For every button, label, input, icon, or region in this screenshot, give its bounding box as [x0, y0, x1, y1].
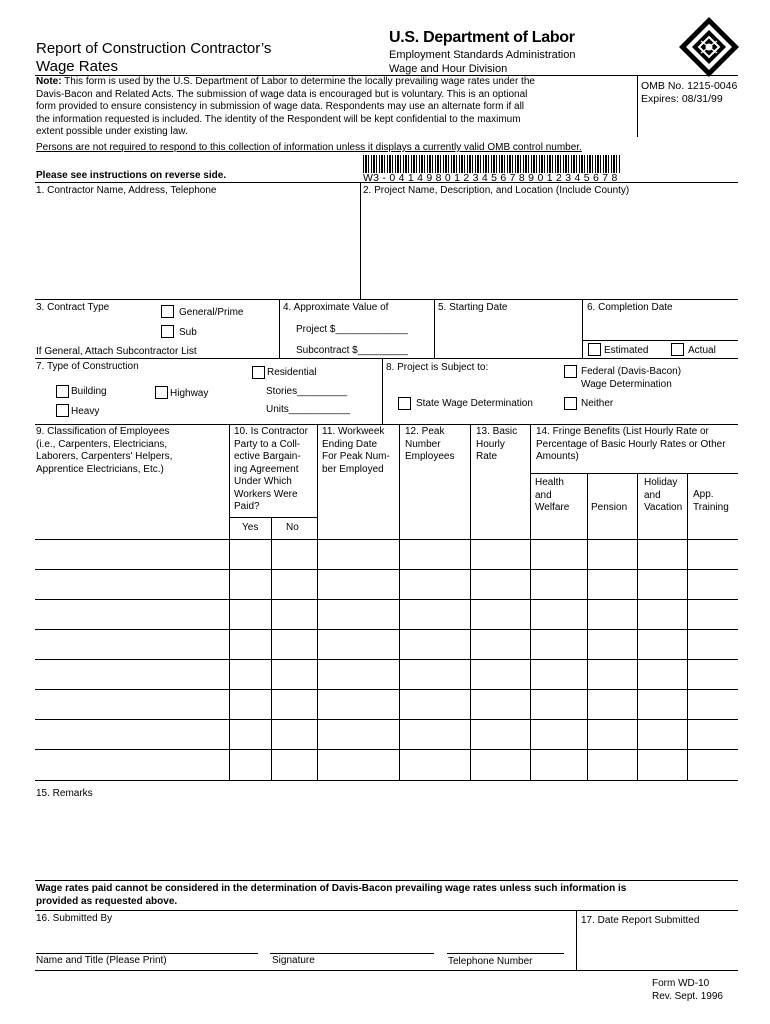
table-cell-divider — [399, 540, 400, 569]
holiday-vacation-header: Holiday and Vacation — [644, 477, 683, 513]
table-cell-divider — [470, 660, 471, 689]
table-cell-divider — [399, 660, 400, 689]
col10-no-header: No — [286, 522, 299, 533]
table-cell-divider — [317, 540, 318, 569]
warning-text: Wage rates paid cannot be considered in the determination of Davis-Bacon prevailing wage rates unless such information is provided as requested above. — [36, 883, 627, 907]
form-id: Form WD-10 — [652, 978, 710, 989]
table-cell-divider — [229, 660, 230, 689]
table-cell-divider — [271, 630, 272, 659]
table-row[interactable] — [35, 569, 738, 599]
table-cell-divider — [530, 540, 531, 569]
col12-header: 12. Peak Number Employees — [405, 426, 455, 462]
estimated-label: Estimated — [604, 345, 649, 356]
field-17-label: 17. Date Report Submitted — [581, 915, 700, 926]
barcode — [363, 155, 621, 173]
table-cell-divider — [530, 570, 531, 599]
divider-16-17 — [576, 910, 577, 970]
rule-340 — [582, 340, 738, 341]
barcode-text: W3 - 0 4 1 4 9 8 0 1 2 3 4 5 6 7 8 9 0 1 2 3 4 5 6 7 8 — [363, 172, 618, 184]
instructions-note: Please see instructions on reverse side. — [36, 170, 227, 181]
sub-checkbox[interactable] — [161, 325, 174, 338]
table-cell-divider — [470, 540, 471, 569]
signature-label: Signature — [272, 955, 315, 966]
sub-label: Sub — [179, 327, 197, 338]
name-title-label: Name and Title (Please Print) — [36, 955, 167, 966]
table-cell-divider — [637, 690, 638, 719]
rule-424 — [35, 424, 738, 425]
name-title-line[interactable] — [36, 953, 258, 954]
telephone-line[interactable] — [447, 953, 564, 954]
table-cell-divider — [687, 690, 688, 719]
section-rule-top — [35, 182, 738, 183]
table-cell-divider — [271, 690, 272, 719]
field-16-label: 16. Submitted By — [36, 913, 113, 924]
units-field[interactable]: Units___________ — [266, 404, 350, 415]
division-name: Wage and Hour Division — [389, 63, 508, 75]
table-cell-divider — [229, 690, 230, 719]
table-cell-divider — [317, 630, 318, 659]
table-cell-divider — [271, 600, 272, 629]
remarks-label: 15. Remarks — [36, 788, 93, 799]
table-cell-divider — [470, 690, 471, 719]
col9-header: 9. Classification of Employees (i.e., Carpenters, Electricians, Laborers, Carpenters' Helpers, Apprentice Electricians, Etc.) — [36, 426, 173, 475]
table-cell-divider — [399, 570, 400, 599]
table-cell-divider — [687, 570, 688, 599]
starting-date-area[interactable] — [438, 316, 578, 356]
field-2-label: 2. Project Name, Description, and Location (Include County) — [363, 185, 630, 196]
col14-header: 14. Fringe Benefits (List Hourly Rate or Percentage of Basic Hourly Rates or Other Amounts) — [536, 426, 726, 462]
stories-field[interactable]: Stories_________ — [266, 386, 348, 397]
table-cell-divider — [229, 750, 230, 779]
table-cell-divider — [530, 750, 531, 779]
table-row[interactable] — [35, 749, 738, 779]
residential-label: Residential — [267, 367, 317, 378]
col10-sub-rule — [229, 517, 317, 518]
table-cell-divider — [637, 630, 638, 659]
table-cell-divider — [587, 570, 588, 599]
field-7-label: 7. Type of Construction — [36, 361, 139, 372]
telephone-label: Telephone Number — [448, 956, 533, 967]
table-row[interactable] — [35, 629, 738, 659]
general-prime-label: General/Prime — [179, 307, 244, 318]
table-cell-divider — [687, 600, 688, 629]
note-text: Note: This form is used by the U.S. Department of Labor to determine the locally prevailing wage rates under the Davis-Bacon and Related Acts. The submission of wage data is encouraged but is voluntary. This is an optional form provided to ensure consistency in submission of wage data. Respondents may use an alternate form if all the information requested is included. The identity of the Respondent will be kept confidential to the maximum extent possible under existing law. — [36, 76, 535, 137]
training-header: App. Training — [693, 489, 729, 513]
estimated-checkbox[interactable] — [588, 343, 601, 356]
table-cell-divider — [687, 750, 688, 779]
table-cell-divider — [587, 690, 588, 719]
field-4-label: 4. Approximate Value of — [283, 302, 389, 313]
table-cell-divider — [271, 540, 272, 569]
col10-header: 10. Is Contractor Party to a Coll- ective Bargain- ing Agreement Under Which Workers Were Paid? — [234, 426, 308, 512]
table-cell-divider — [317, 690, 318, 719]
table-cell-divider — [470, 600, 471, 629]
table-cell-divider — [530, 600, 531, 629]
pension-header: Pension — [591, 502, 628, 513]
table-cell-divider — [637, 720, 638, 749]
omb-expires: Expires: 08/31/99 — [641, 93, 723, 105]
table-cell-divider — [399, 690, 400, 719]
rule-880 — [35, 880, 738, 881]
table-cell-divider — [637, 600, 638, 629]
field-6-label: 6. Completion Date — [587, 302, 673, 313]
table-cell-divider — [587, 750, 588, 779]
table-cell-divider — [271, 570, 272, 599]
table-cell-divider — [530, 720, 531, 749]
project-info-area[interactable] — [363, 198, 735, 298]
date-submitted-area[interactable] — [580, 930, 736, 968]
table-cell-divider — [229, 720, 230, 749]
state-label: State Wage Determination — [416, 398, 533, 409]
table-row[interactable] — [35, 689, 738, 719]
contractor-info-area[interactable] — [36, 198, 358, 298]
table-cell-divider — [587, 660, 588, 689]
table-bottom-rule — [35, 780, 738, 781]
table-cell-divider — [530, 660, 531, 689]
table-cell-divider — [587, 600, 588, 629]
table-cell-divider — [687, 660, 688, 689]
rule-299 — [35, 299, 738, 300]
table-cell-divider — [687, 540, 688, 569]
table-cell-divider — [637, 750, 638, 779]
table-cell-divider — [399, 630, 400, 659]
highway-checkbox[interactable] — [155, 386, 168, 399]
table-row[interactable] — [35, 719, 738, 749]
omb-notice: Persons are not required to respond to this collection of information unless it displays a currently valid OMB control number. — [36, 142, 582, 153]
neither-label: Neither — [581, 398, 614, 409]
table-cell-divider — [470, 720, 471, 749]
table-cell-divider — [317, 570, 318, 599]
administration-name: Employment Standards Administration — [389, 49, 576, 61]
divider-3-4 — [279, 299, 280, 358]
omb-number: OMB No. 1215-0046 — [641, 80, 738, 92]
rule-358 — [35, 358, 738, 359]
table-cell-divider — [530, 630, 531, 659]
table-cell-divider — [470, 630, 471, 659]
table-row[interactable] — [35, 539, 738, 569]
table-cell-divider — [229, 600, 230, 629]
building-checkbox[interactable] — [56, 385, 69, 398]
table-cell-divider — [687, 630, 688, 659]
table-cell-divider — [271, 660, 272, 689]
omb-box-top — [637, 75, 738, 76]
divider-7-8 — [382, 358, 383, 424]
heavy-label: Heavy — [71, 406, 100, 417]
table-cell-divider — [470, 750, 471, 779]
omb-box-divider — [637, 75, 638, 137]
table-cell-divider — [271, 720, 272, 749]
signature-line[interactable] — [270, 953, 434, 954]
field-3-label: 3. Contract Type — [36, 302, 110, 313]
table-cell-divider — [637, 660, 638, 689]
table-cell-divider — [399, 600, 400, 629]
divider-5-6 — [582, 299, 583, 358]
subcontract-value-field[interactable]: Subcontract $_________ — [296, 345, 408, 356]
field-5-label: 5. Starting Date — [438, 302, 508, 313]
table-cell-divider — [317, 720, 318, 749]
table-cell-divider — [271, 750, 272, 779]
field-8-label: 8. Project is Subject to: — [386, 362, 489, 373]
table-cell-divider — [229, 630, 230, 659]
table-cell-divider — [470, 570, 471, 599]
state-checkbox[interactable] — [398, 397, 411, 410]
col13-header: 13. Basic Hourly Rate — [476, 426, 518, 462]
neither-checkbox[interactable] — [564, 397, 577, 410]
divider-1-2 — [360, 182, 361, 299]
table-cell-divider — [317, 750, 318, 779]
table-cell-divider — [587, 630, 588, 659]
rule-910 — [35, 910, 738, 911]
table-row[interactable] — [35, 599, 738, 629]
form-title-line2: Wage Rates — [36, 58, 118, 75]
table-cell-divider — [587, 720, 588, 749]
completion-date-area[interactable] — [587, 316, 735, 340]
rule-970 — [35, 970, 738, 971]
form-revision: Rev. Sept. 1996 — [652, 991, 723, 1002]
table-cell-divider — [229, 570, 230, 599]
actual-label: Actual — [688, 345, 716, 356]
actual-checkbox[interactable] — [671, 343, 684, 356]
table-cell-divider — [637, 570, 638, 599]
field-1-label: 1. Contractor Name, Address, Telephone — [36, 185, 217, 196]
col10-yes-header: Yes — [242, 522, 259, 533]
remarks-area[interactable] — [36, 802, 736, 878]
table-cell-divider — [587, 540, 588, 569]
building-label: Building — [71, 386, 107, 397]
form-title-line1: Report of Construction Contractor’s — [36, 40, 272, 57]
table-cell-divider — [399, 720, 400, 749]
table-cell-divider — [317, 600, 318, 629]
residential-checkbox[interactable] — [252, 366, 265, 379]
table-cell-divider — [317, 660, 318, 689]
dol-seal-icon — [676, 14, 742, 80]
table-row[interactable] — [35, 659, 738, 689]
health-welfare-header: Health and Welfare — [535, 477, 570, 513]
table-cell-divider — [687, 720, 688, 749]
table-cell-divider — [229, 540, 230, 569]
project-value-field[interactable]: Project $_____________ — [296, 324, 408, 335]
col14-sub-rule — [530, 473, 738, 474]
col11-header: 11. Workweek Ending Date For Peak Num- ber Employed — [322, 426, 390, 475]
federal-checkbox[interactable] — [564, 365, 577, 378]
if-general-note: If General, Attach Subcontractor List — [36, 346, 197, 357]
table-cell-divider — [637, 540, 638, 569]
federal-label: Federal (Davis-Bacon) Wage Determination — [581, 366, 682, 390]
heavy-checkbox[interactable] — [56, 404, 69, 417]
table-cell-divider — [530, 690, 531, 719]
divider-4-5 — [434, 299, 435, 358]
general-prime-checkbox[interactable] — [161, 305, 174, 318]
table-cell-divider — [399, 750, 400, 779]
highway-label: Highway — [170, 388, 209, 399]
department-name: U.S. Department of Labor — [389, 29, 575, 46]
